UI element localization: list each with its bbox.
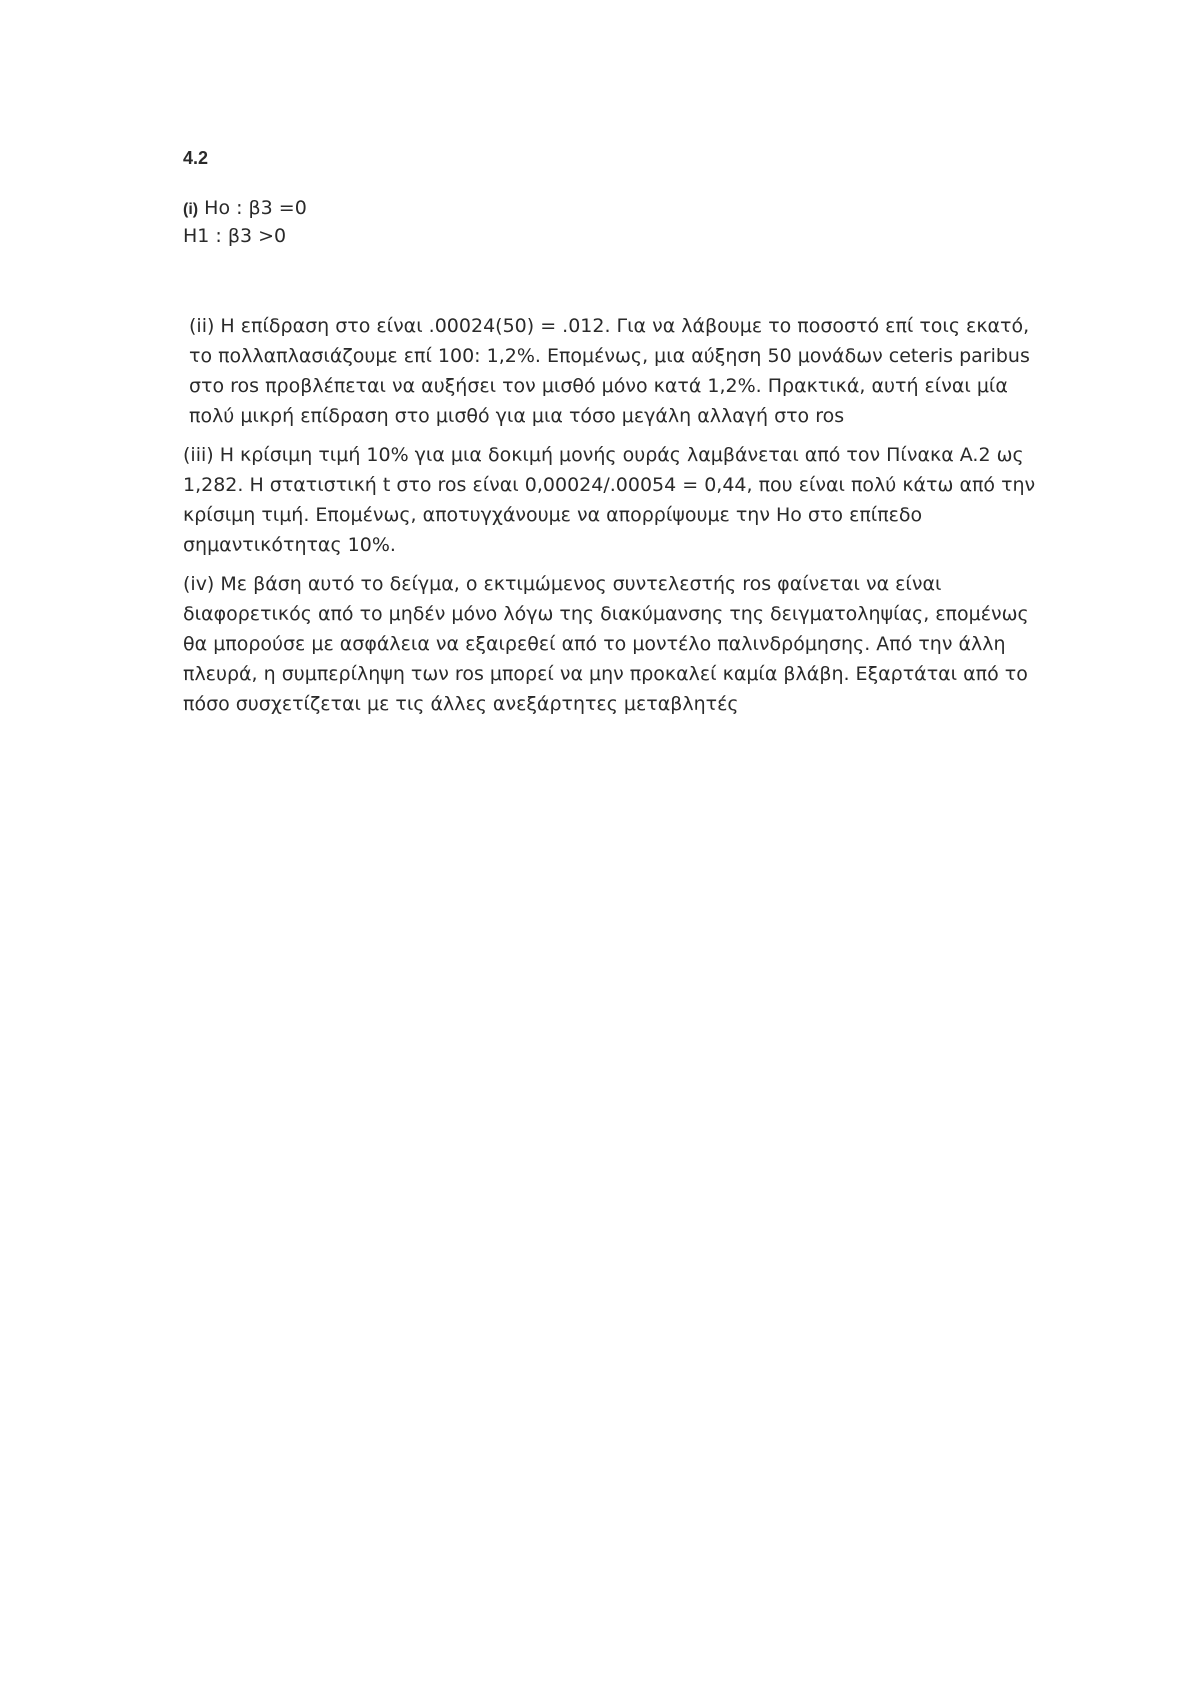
null-hypothesis: Ho : β3 =0: [204, 197, 307, 219]
part-iv-paragraph: (iv) Με βάση αυτό το δείγμα, ο εκτιμώμενος συντελεστής ros φαίνεται να είναι διαφορετικός από το μηδέν μόνο λόγω της διακύμανσης της δειγματοληψίας, επομένως θα μπορούσε με ασφάλεια να εξαιρεθεί από το μοντέλο παλινδρόμησης. Από την άλλη πλευρά, η συμπερίληψη των ros μπορεί να μην προκαλεί καμία βλάβη. Εξαρτάται από το πόσο συσχετίζεται με τις άλλες ανεξάρτητες μεταβλητές: [183, 573, 1029, 715]
section-heading: 4.2: [183, 148, 209, 168]
alternative-hypothesis: H1 : β3 >0: [183, 225, 287, 247]
part-iii-paragraph: (iii) Η κρίσιμη τιμή 10% για μια δοκιμή μονής ουράς λαμβάνεται από τον Πίνακα A.2 ως 1,282. Η στατιστική t στο ros είναι 0,00024/.00054 = 0,44, που είναι πολύ κάτω από την κρίσιμη τιμή. Επομένως, αποτυγχάνουμε να απορρίψουμε την Ho στο επίπεδο σημαντικότητας 10%.: [183, 444, 1036, 556]
null-hypothesis-line: [183, 195, 1043, 223]
document-body: [183, 147, 1043, 728]
part-ii-paragraph: (ii) Η επίδραση στο είναι .00024(50) = .012. Για να λάβουμε το ποσοστό επί τοις εκατό, το πολλαπλασιάζουμε επί 100: 1,2%. Επομένως, μια αύξηση 50 μονάδων ceteris paribus στο ros προβλέπεται να αυξήσει τον μισθό μόνο κατά 1,2%. Πρακτικά, αυτή είναι μία πολύ μικρή επίδραση στο μισθό για μια τόσο μεγάλη αλλαγή στο ros: [189, 315, 1030, 427]
part-i-label: (i): [183, 201, 199, 218]
